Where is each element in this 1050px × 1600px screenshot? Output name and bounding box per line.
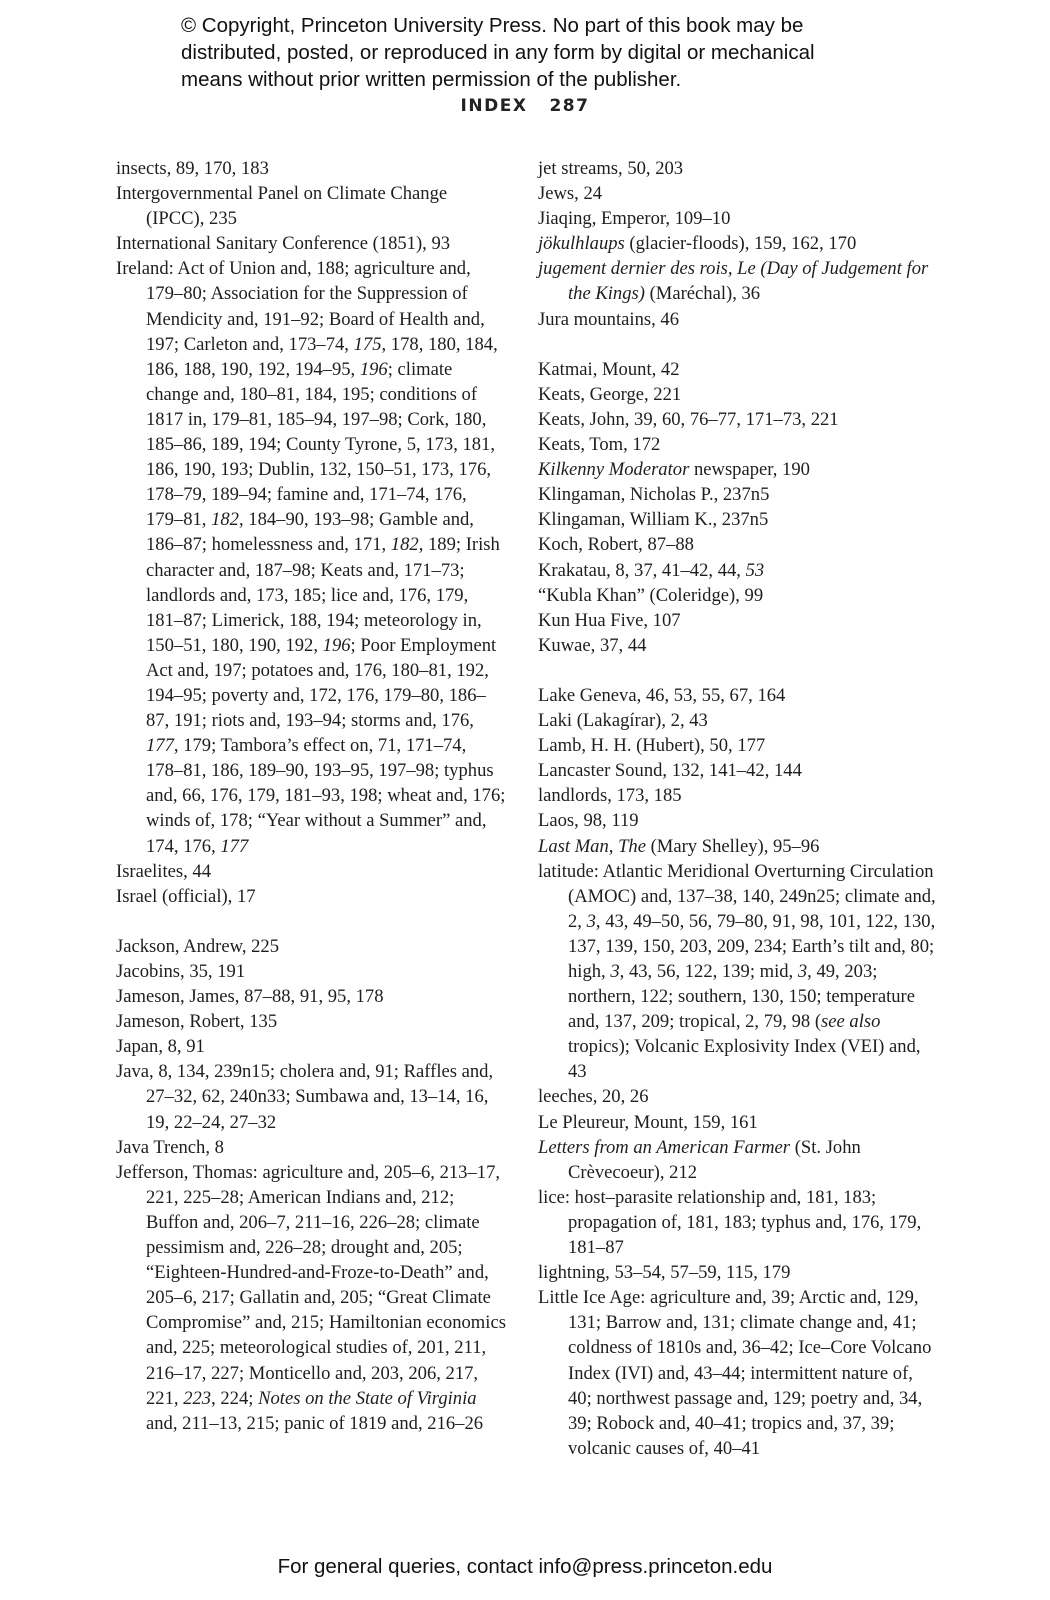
index-entry: Jura mountains, 46	[538, 308, 679, 330]
running-header	[0, 96, 1050, 116]
page-number: 287	[549, 96, 590, 116]
index-entry: Klingaman, William K., 237n5	[538, 509, 769, 531]
index-entry: Lancaster Sound, 132, 141–42, 144	[538, 760, 802, 782]
index-entry: Keats, John, 39, 60, 76–77, 171–73, 221	[538, 408, 839, 430]
header-title: INDEX	[460, 96, 528, 116]
index-entry: Jews, 24	[538, 183, 603, 205]
index-entry: “Kubla Khan” (Coleridge), 99	[538, 584, 764, 606]
index-entry: Ireland: Act of Union and, 188; agriculture and, 179–80; Association for the Suppression of Mendicity and, 191–92; Board of Health and, 197; Carleton and, 173–74, 175, 178, 180, 184, 186, 188, 190, 192, 194–95, 196; climate change and, 180–81, 184, 195; conditions of 1817 in, 179–81, 185–94, 197–98; Cork, 180, 185–86, 189, 194; County Tyrone, 5, 173, 181, 186, 190, 193; Dublin, 132, 150–51, 173, 176, 178–79, 189–94; famine and, 171–74, 176, 179–81, 182, 184–90, 193–98; Gamble and, 186–87; homelessness and, 171, 182, 189; Irish character and, 187–98; Keats and, 171–73; landlords and, 173, 185; lice and, 176, 179, 181–87; Limerick, 188, 194; meteorology in, 150–51, 180, 190, 192, 196; Poor Employment Act and, 197; potatoes and, 176, 180–81, 192, 194–95; poverty and, 172, 176, 179–80, 186–87, 191; riots and, 193–94; storms and, 176, 177, 179; Tambora’s effect on, 71, 171–74, 178–81, 186, 189–90, 193–95, 197–98; typhus and, 66, 176, 179, 181–93, 198; wheat and, 176; winds of, 178; “Year without a Summer” and, 174, 176, 177	[116, 258, 506, 857]
index-entry: Japan, 8, 91	[116, 1036, 205, 1058]
index-entry: Jacobins, 35, 191	[116, 961, 246, 982]
index-entry: Jiaqing, Emperor, 109–10	[538, 208, 731, 230]
index-entry: Kuwae, 37, 44	[538, 634, 647, 656]
index-entry: Last Man, The (Mary Shelley), 95–96	[538, 835, 820, 857]
index-entry: Keats, George, 221	[538, 383, 682, 405]
copyright-notice	[181, 12, 901, 93]
index-entry: Kilkenny Moderator newspaper, 190	[538, 459, 810, 481]
copyright-line: © Copyright, Princeton University Press. No part of this book may be	[181, 14, 804, 37]
index-entry: Intergovernmental Panel on Climate Change (IPCC), 235	[116, 183, 448, 230]
index-entry: Jameson, Robert, 135	[116, 1011, 278, 1033]
index-entry: landlords, 173, 185	[538, 785, 682, 807]
index-column-left	[116, 156, 506, 1436]
index-entry: Krakatau, 8, 37, 41–42, 44, 53	[538, 559, 765, 581]
index-entry: insects, 89, 170, 183	[116, 158, 269, 179]
index-entry: Israelites, 44	[116, 860, 212, 882]
index-entry: Lake Geneva, 46, 53, 55, 67, 164	[538, 684, 786, 706]
index-entry: Katmai, Mount, 42	[538, 358, 680, 380]
index-entry: Lamb, H. H. (Hubert), 50, 177	[538, 735, 766, 757]
letter-group-gap	[116, 909, 506, 934]
copyright-line: distributed, posted, or reproduced in any form by digital or mechanical	[181, 41, 815, 64]
index-entry: jugement dernier des rois, Le (Day of Judgement for the Kings) (Maréchal), 36	[538, 258, 929, 305]
index-entry: Klingaman, Nicholas P., 237n5	[538, 484, 770, 506]
index-entry: lightning, 53–54, 57–59, 115, 179	[538, 1262, 791, 1284]
index-entry: jökulhlaups (glacier-floods), 159, 162, 170	[538, 233, 857, 255]
index-entry: Java Trench, 8	[116, 1136, 224, 1158]
index-entry: Keats, Tom, 172	[538, 434, 661, 456]
index-entry: lice: host–parasite relationship and, 181, 183; propagation of, 181, 183; typhus and, 176, 179, 181–87	[538, 1186, 922, 1259]
letter-group-gap	[538, 658, 938, 683]
copyright-line: means without prior written permission of the publisher.	[181, 68, 682, 91]
index-entry: Laki (Lakagírar), 2, 43	[538, 710, 708, 732]
footer-contact: For general queries, contact info@press.princeton.edu	[277, 1555, 773, 1578]
index-entry: leeches, 20, 26	[538, 1086, 649, 1108]
index-entry: Israel (official), 17	[116, 885, 256, 907]
index-entry: latitude: Atlantic Meridional Overturning Circulation (AMOC) and, 137–38, 140, 249n25; climate and, 2, 3, 43, 49–50, 56, 79–80, 91, 98, 101, 122, 130, 137, 139, 150, 203, 209, 234; Earth’s tilt and, 80; high, 3, 43, 56, 122, 139; mid, 3, 49, 203; northern, 122; southern, 130, 150; temperature and, 137, 209; tropical, 2, 79, 98 (see also tropics); Volcanic Explosivity Index (VEI) and, 43	[538, 860, 936, 1083]
index-entry: Kun Hua Five, 107	[538, 609, 681, 631]
index-entry: Little Ice Age: agriculture and, 39; Arctic and, 129, 131; Barrow and, 131; climate change and, 41; coldness of 1810s and, 36–42; Ice–Core Volcano Index (IVI) and, 43–44; intermittent nature of, 40; northwest passage and, 129; poetry and, 34, 39; Robock and, 40–41; tropics and, 37, 39; volcanic causes of, 40–41	[538, 1287, 932, 1459]
index-entry: Koch, Robert, 87–88	[538, 534, 694, 556]
index-entry: Jackson, Andrew, 225	[116, 935, 280, 957]
index-column-right	[538, 156, 938, 1461]
index-entry: Le Pleureur, Mount, 159, 161	[538, 1111, 758, 1133]
index-entry: Java, 8, 134, 239n15; cholera and, 91; Raffles and, 27–32, 62, 240n33; Sumbawa and, 13–14, 16, 19, 22–24, 27–32	[116, 1061, 494, 1133]
index-entry: Laos, 98, 119	[538, 810, 639, 832]
index-entry: Jefferson, Thomas: agriculture and, 205–6, 213–17, 221, 225–28; American Indians and, 212; Buffon and, 206–7, 211–16, 226–28; climate pessimism and, 226–28; drought and, 205; “Eighteen-Hundred-and-Froze-to-Death” and, 205–6, 217; Gallatin and, 205; “Great Climate Compromise” and, 215; Hamiltonian economics and, 225; meteorological studies of, 201, 211, 216–17, 227; Monticello and, 203, 206, 217, 221, 223, 224; Notes on the State of Virginia and, 211–13, 215; panic of 1819 and, 216–26	[116, 1161, 506, 1434]
index-entry: jet streams, 50, 203	[538, 158, 684, 179]
index-entry: International Sanitary Conference (1851), 93	[116, 233, 451, 255]
letter-group-gap	[538, 332, 938, 357]
index-entry: Jameson, James, 87–88, 91, 95, 178	[116, 986, 384, 1008]
index-entry: Letters from an American Farmer (St. John Crèvecoeur), 212	[538, 1136, 861, 1183]
